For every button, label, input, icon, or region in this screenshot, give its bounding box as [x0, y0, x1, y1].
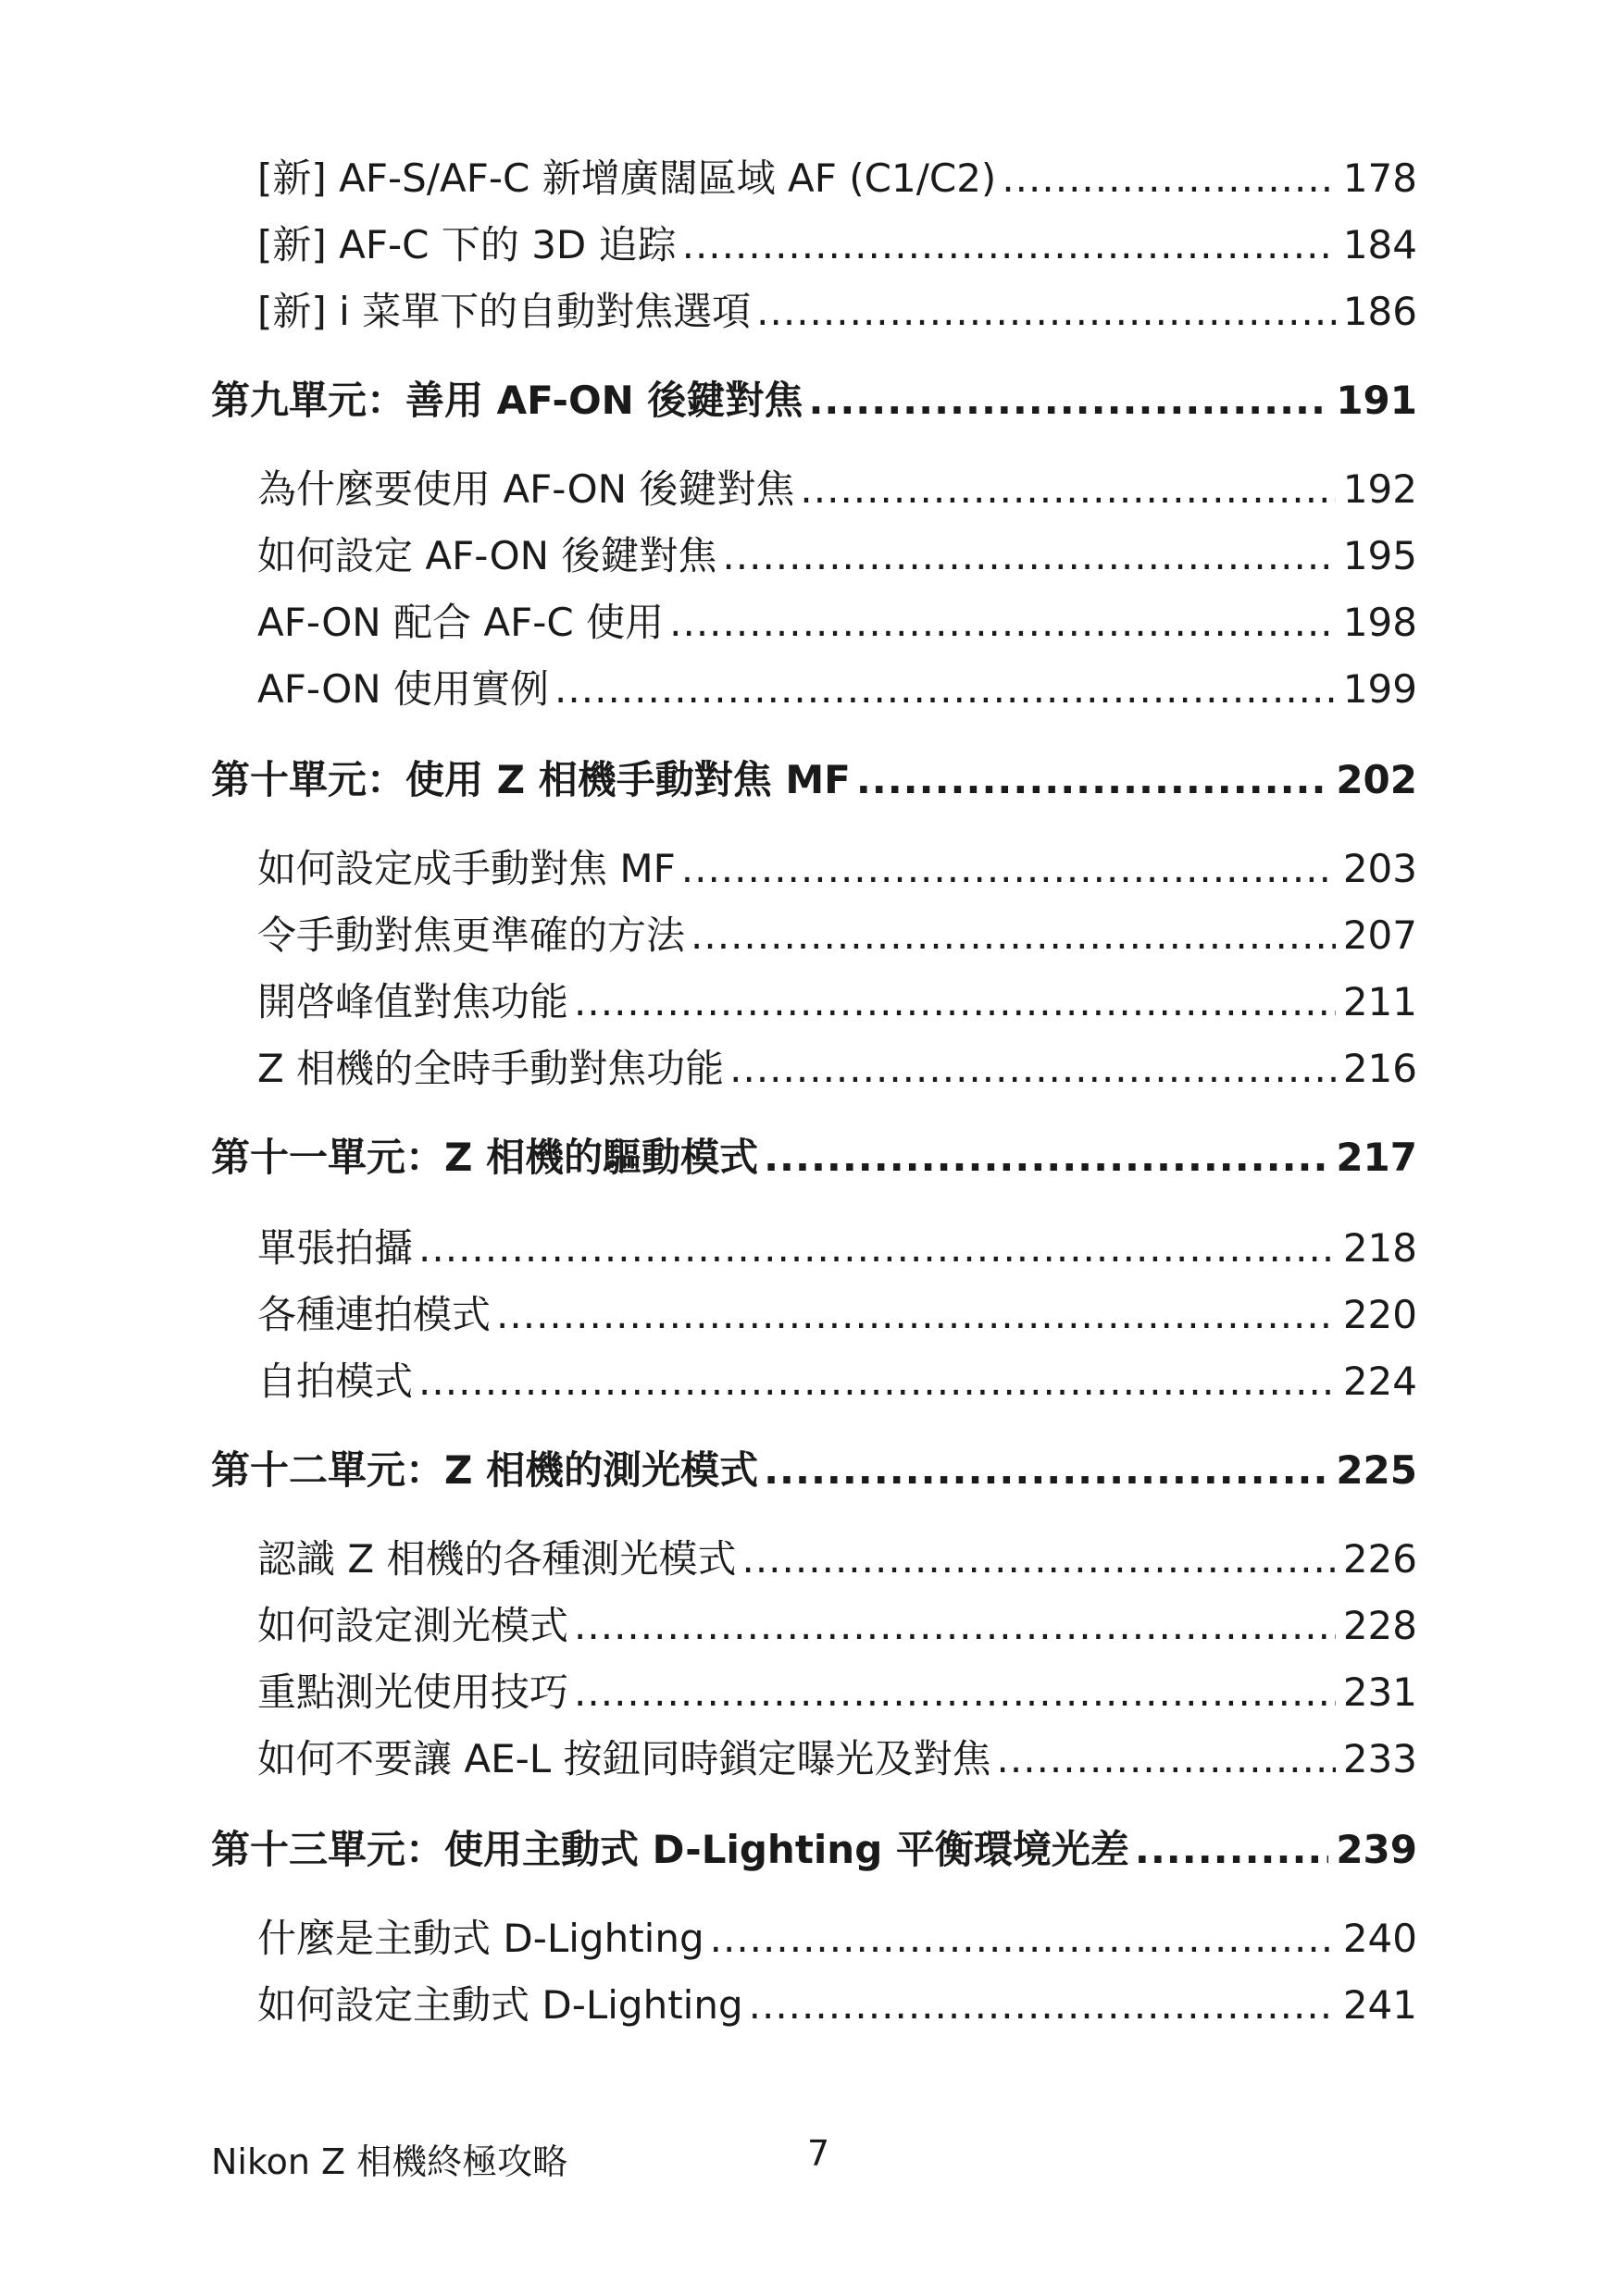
- footer-book-title: Nikon Z 相機終極攻略: [211, 2141, 568, 2182]
- toc-chapter-page: 191: [1336, 378, 1417, 423]
- toc-chapter-page: 225: [1336, 1447, 1417, 1493]
- dot-leader: [710, 1916, 1336, 1961]
- dot-leader: [722, 533, 1335, 578]
- dot-leader: [1135, 1827, 1328, 1872]
- toc-entry[interactable]: [257, 659, 1417, 714]
- toc-entry-title: [新] i 菜單下的自動對焦選項: [257, 289, 752, 334]
- toc-entry[interactable]: [257, 592, 1417, 648]
- toc-entry[interactable]: [257, 281, 1417, 337]
- toc-entry-title: Z 相機的全時手動對焦功能: [257, 1046, 725, 1091]
- toc-chapter[interactable]: [211, 1440, 1417, 1496]
- toc-entry-title: 認識 Z 相機的各種測光模式: [257, 1536, 737, 1582]
- toc-entry-page: 218: [1342, 1225, 1417, 1271]
- toc-entry-title: 各種連拍模式: [257, 1292, 492, 1337]
- toc-chapter-title: 第十單元：使用 Z 相機手動對焦 MF: [211, 757, 851, 802]
- dot-leader: [691, 912, 1336, 958]
- toc-entry[interactable]: [257, 1351, 1417, 1407]
- toc-entry-title: [新] AF-S/AF-C 新增廣闊區域 AF (C1/C2): [257, 155, 997, 201]
- toc-entry[interactable]: [257, 1595, 1417, 1651]
- toc-entry[interactable]: [257, 1975, 1417, 2030]
- dot-leader: [682, 222, 1336, 267]
- dot-leader: [756, 289, 1336, 334]
- toc-chapter-title: 第十三單元：使用主動式 D-Lighting 平衡環境光差: [211, 1827, 1129, 1872]
- dot-leader: [681, 846, 1336, 891]
- dot-leader: [764, 1447, 1328, 1493]
- toc-entry[interactable]: [257, 1285, 1417, 1340]
- toc-entry[interactable]: [257, 148, 1417, 204]
- toc-chapter[interactable]: [211, 1819, 1417, 1875]
- toc-entry-page: 216: [1342, 1046, 1417, 1091]
- dot-leader: [856, 757, 1329, 802]
- toc-entry-page: 231: [1342, 1669, 1417, 1715]
- toc-entry[interactable]: [257, 526, 1417, 581]
- dot-leader: [1002, 155, 1336, 201]
- toc-entry-title: 重點測光使用技巧: [257, 1669, 569, 1715]
- toc-chapter-title: 第十二單元：Z 相機的測光模式: [211, 1447, 759, 1493]
- toc-entry-page: 178: [1342, 155, 1417, 201]
- toc-entry-page: 203: [1342, 846, 1417, 891]
- dot-leader: [729, 1046, 1336, 1091]
- dot-leader: [574, 1603, 1336, 1648]
- toc-entry-page: 220: [1342, 1292, 1417, 1337]
- toc-entry-title: 為什麼要使用 AF-ON 後鍵對焦: [257, 466, 795, 512]
- dot-leader: [418, 1225, 1336, 1271]
- toc-entry-title: 什麼是主動式 D-Lighting: [257, 1916, 704, 1961]
- toc-chapter-page: 202: [1336, 757, 1417, 802]
- dot-leader: [669, 600, 1336, 645]
- toc-entry-page: 241: [1342, 1982, 1417, 2028]
- toc-chapter-page: 217: [1336, 1135, 1417, 1180]
- dot-leader: [574, 979, 1336, 1024]
- toc-entry-title: 自拍模式: [257, 1359, 414, 1404]
- toc-chapter[interactable]: [211, 750, 1417, 805]
- toc-entry-title: 如何設定主動式 D-Lighting: [257, 1982, 743, 2028]
- toc-entry-title: [新] AF-C 下的 3D 追踪: [257, 222, 677, 267]
- toc-entry-title: 如何設定測光模式: [257, 1603, 569, 1648]
- toc-entry[interactable]: [257, 1662, 1417, 1718]
- toc-entry-title: 如何不要讓 AE-L 按鈕同時鎖定曝光及對焦: [257, 1736, 991, 1781]
- toc-entry[interactable]: [257, 1038, 1417, 1094]
- toc-entry-title: 開啓峰值對焦功能: [257, 979, 569, 1024]
- toc-entry-page: 198: [1342, 600, 1417, 645]
- toc-entry[interactable]: [257, 459, 1417, 515]
- toc-entry-page: 195: [1342, 533, 1417, 578]
- toc-entry[interactable]: [257, 838, 1417, 894]
- toc-entry[interactable]: [257, 972, 1417, 1027]
- dot-leader: [764, 1135, 1328, 1180]
- toc-entry[interactable]: [257, 1729, 1417, 1784]
- toc-entry[interactable]: [257, 1218, 1417, 1273]
- dot-leader: [554, 666, 1336, 712]
- toc-chapter-page: 239: [1336, 1827, 1417, 1872]
- dot-leader: [749, 1982, 1336, 2028]
- toc-entry-page: 226: [1342, 1536, 1417, 1582]
- toc-entry-title: AF-ON 使用實例: [257, 666, 550, 712]
- toc-entry-page: 240: [1342, 1916, 1417, 1961]
- dot-leader: [741, 1536, 1335, 1582]
- dot-leader: [418, 1359, 1336, 1404]
- dot-leader: [808, 378, 1328, 423]
- footer-page-number: 7: [807, 2133, 830, 2174]
- toc-entry-page: 233: [1342, 1736, 1417, 1781]
- toc-entry-title: 令手動對焦更準確的方法: [257, 912, 686, 958]
- toc-entry[interactable]: [257, 1529, 1417, 1584]
- toc-entry-title: 如何設定 AF-ON 後鍵對焦: [257, 533, 717, 578]
- toc-entry-page: 192: [1342, 466, 1417, 512]
- toc-entry-page: 186: [1342, 289, 1417, 334]
- toc-entry-page: 228: [1342, 1603, 1417, 1648]
- toc-entry-page: 224: [1342, 1359, 1417, 1404]
- toc-entry[interactable]: [257, 215, 1417, 270]
- toc-chapter[interactable]: [211, 370, 1417, 426]
- dot-leader: [997, 1736, 1336, 1781]
- toc-entry-page: 211: [1342, 979, 1417, 1024]
- toc-entry[interactable]: [257, 905, 1417, 961]
- toc-entry-title: 如何設定成手動對焦 MF: [257, 846, 676, 891]
- toc-chapter-title: 第九單元：善用 AF-ON 後鍵對焦: [211, 378, 803, 423]
- toc-entry-title: AF-ON 配合 AF-C 使用: [257, 600, 665, 645]
- dot-leader: [496, 1292, 1336, 1337]
- toc-entry-title: 單張拍攝: [257, 1225, 414, 1271]
- toc-entry-page: 184: [1342, 222, 1417, 267]
- toc-chapter[interactable]: [211, 1127, 1417, 1183]
- toc-chapter-title: 第十一單元：Z 相機的驅動模式: [211, 1135, 759, 1180]
- toc-entry-page: 199: [1342, 666, 1417, 712]
- toc-entry-page: 207: [1342, 912, 1417, 958]
- toc-entry[interactable]: [257, 1908, 1417, 1964]
- dot-leader: [800, 466, 1335, 512]
- dot-leader: [574, 1669, 1336, 1715]
